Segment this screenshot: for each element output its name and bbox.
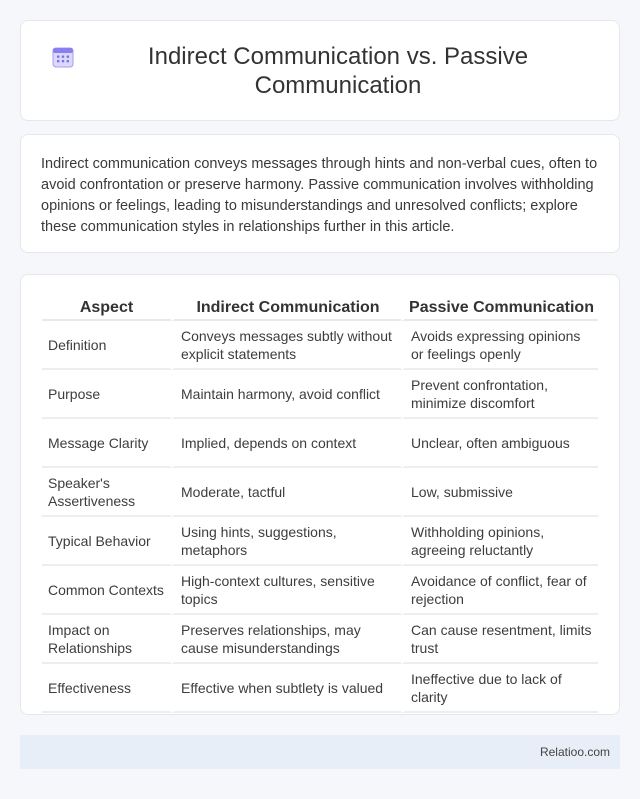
cell-passive: Prevent confrontation, minimize discomfort (401, 370, 598, 419)
table-row (42, 664, 598, 713)
cell-indirect: Maintain harmony, avoid conflict (171, 370, 401, 419)
table-header-row (42, 294, 598, 321)
title-card (20, 20, 620, 121)
comparison-card (20, 274, 620, 715)
calendar-grid-icon (51, 45, 75, 69)
cell-indirect: Implied, depends on context (171, 419, 401, 468)
cell-aspect: Impact on Relationships (42, 615, 171, 664)
cell-indirect: Conveys messages subtly without explicit statements (171, 321, 401, 370)
cell-passive: Withholding opinions, agreeing reluctantly (401, 517, 598, 566)
table-row (42, 321, 598, 370)
cell-indirect: High-context cultures, sensitive topics (171, 566, 401, 615)
cell-indirect: Moderate, tactful (171, 468, 401, 517)
table-row (42, 517, 598, 566)
cell-aspect: Effectiveness (42, 664, 171, 713)
cell-passive: Unclear, often ambiguous (401, 419, 598, 468)
comparison-table (42, 294, 598, 713)
table-row (42, 419, 598, 468)
page-title: Indirect Communication vs. Passive Communication (147, 42, 529, 99)
cell-indirect: Preserves relationships, may cause misunderstandings (171, 615, 401, 664)
header-passive: Passive Communication (401, 294, 598, 321)
title-row (21, 42, 619, 100)
cell-aspect: Speaker's Assertiveness (42, 468, 171, 517)
cell-aspect: Definition (42, 321, 171, 370)
cell-indirect: Using hints, suggestions, metaphors (171, 517, 401, 566)
header-indirect: Indirect Communication (171, 294, 401, 321)
cell-aspect: Typical Behavior (42, 517, 171, 566)
cell-passive: Avoids expressing opinions or feelings openly (401, 321, 598, 370)
footer-bar (20, 735, 620, 769)
cell-passive: Avoidance of conflict, fear of rejection (401, 566, 598, 615)
intro-card (20, 134, 620, 253)
cell-passive: Can cause resentment, limits trust (401, 615, 598, 664)
intro-paragraph: Indirect communication conveys messages through hints and non-verbal cues, often to avoid confrontation or preserve harmony. Passive communication involves withholding opinions or feelings, leading to misunderstandings and unresolved conflicts; explore these communication styles in relationships further in this article. (41, 156, 598, 235)
footer-site-link[interactable]: Relatioo.com (539, 745, 610, 759)
cell-aspect: Message Clarity (42, 419, 171, 468)
cell-indirect: Effective when subtlety is valued (171, 664, 401, 713)
table-row (42, 370, 598, 419)
cell-aspect: Purpose (42, 370, 171, 419)
table-row (42, 566, 598, 615)
header-aspect: Aspect (42, 294, 171, 321)
table-row (42, 468, 598, 517)
cell-aspect: Common Contexts (42, 566, 171, 615)
cell-passive: Ineffective due to lack of clarity (401, 664, 598, 713)
cell-passive: Low, submissive (401, 468, 598, 517)
table-row (42, 615, 598, 664)
